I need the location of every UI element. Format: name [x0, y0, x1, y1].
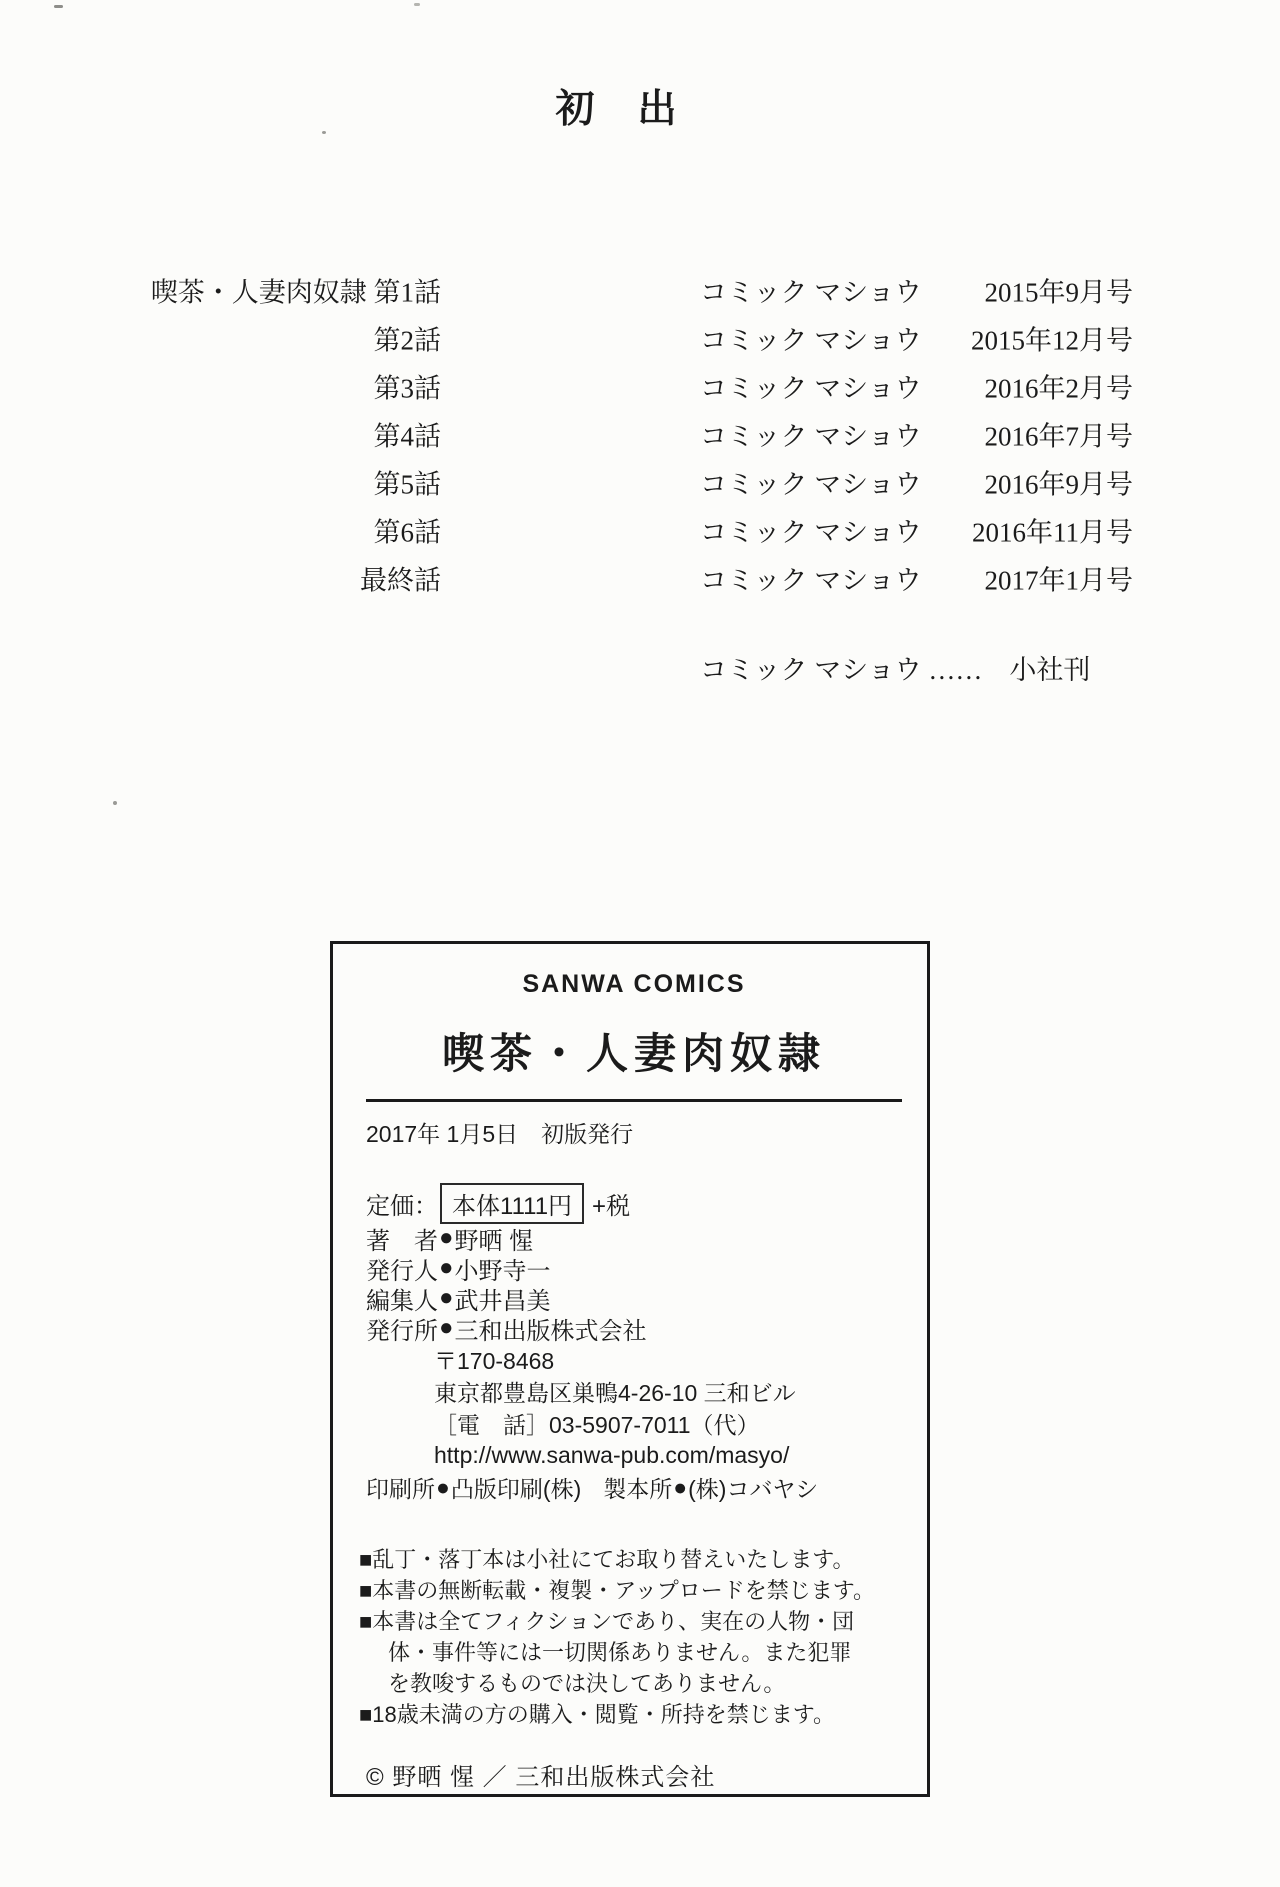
chapter-label: 喫茶・人妻肉奴隷 第1話	[150, 277, 441, 308]
bullet-icon: ●	[673, 1473, 688, 1500]
credit-role: 編集人	[366, 1287, 438, 1315]
scan-artifact	[113, 801, 117, 805]
notice-line: ■乱丁・落丁本は小社にてお取り替えいたします。	[359, 1547, 855, 1572]
credit-role: 発行人	[366, 1257, 438, 1285]
credit-name: 武井昌美	[454, 1287, 551, 1315]
scan-artifact	[414, 3, 420, 6]
issue-date: 2015年9月号	[984, 277, 1133, 308]
issue-date: 2016年9月号	[984, 469, 1133, 500]
publication-row	[88, 266, 1133, 314]
publication-row	[88, 554, 1133, 602]
credit-row-editor	[366, 1283, 902, 1313]
printer-role: 印刷所	[366, 1475, 435, 1502]
price-tax-suffix: +税	[592, 1192, 631, 1220]
issue-date: 2015年12月号	[971, 325, 1133, 356]
notice-line: ■本書の無断転載・複製・アップロードを禁じます。	[359, 1578, 875, 1603]
book-title: 喫茶・人妻肉奴隷	[441, 1032, 826, 1078]
publication-row	[88, 410, 1133, 458]
bullet-icon: ●	[439, 1284, 454, 1311]
magazine-name: コミック マショウ	[700, 277, 922, 308]
magazine-name: コミック マショウ	[700, 565, 922, 596]
notice-line: を教唆するものでは決してありません。	[388, 1671, 786, 1696]
scan-artifact	[322, 131, 326, 134]
publisher-address: 東京都豊島区巣鴨4-26-10 三和ビル	[434, 1379, 796, 1406]
credit-role: 発行所	[366, 1317, 438, 1345]
notice-line: ■18歳未満の方の購入・閲覧・所持を禁じます。	[359, 1702, 836, 1727]
magazine-name: コミック マショウ	[700, 517, 922, 548]
publication-row	[88, 314, 1133, 362]
binder-role: 製本所	[603, 1475, 673, 1502]
chapter-label: 第4話	[373, 421, 441, 452]
bullet-icon: ●	[436, 1473, 450, 1500]
chapter-label: 最終話	[360, 565, 441, 596]
edition-line: 2017年 1月5日 初版発行	[366, 1121, 634, 1147]
postal-code: 〒170-8468	[434, 1347, 555, 1374]
magazine-name: コミック マショウ	[700, 373, 922, 404]
binder-name: (株)コバヤシ	[688, 1475, 819, 1502]
page-title: 初 出	[555, 88, 679, 131]
issue-date: 2016年2月号	[984, 373, 1133, 404]
credit-row-publisher-person	[366, 1253, 902, 1283]
notice-line: ■本書は全てフィクションであり、実在の人物・団	[359, 1609, 855, 1634]
imprint-label: SANWA COMICS	[522, 970, 746, 998]
publisher-url: http://www.sanwa-pub.com/masyo/	[434, 1441, 790, 1468]
publication-row	[88, 506, 1133, 554]
legal-notices	[359, 1543, 902, 1729]
credit-role: 著 者	[366, 1227, 438, 1255]
issue-date: 2016年7月号	[984, 421, 1133, 452]
bullet-icon: ●	[439, 1314, 454, 1341]
credit-name: 三和出版株式会社	[454, 1317, 647, 1345]
magazine-name: コミック マショウ	[700, 469, 922, 500]
copyright-line: © 野晒 惺 ／ 三和出版株式会社	[366, 1764, 716, 1791]
magazine-source-note: コミック マショウ …… 小社刊	[700, 655, 1091, 685]
chapter-label: 第3話	[373, 373, 441, 404]
printer-name: 凸版印刷(株)	[450, 1475, 582, 1502]
credit-name: 小野寺一	[454, 1257, 551, 1285]
price-label: 定価：	[366, 1192, 438, 1220]
colophon-box	[330, 941, 930, 1797]
magazine-name: コミック マショウ	[700, 421, 922, 452]
credit-row-publishing-house	[366, 1313, 902, 1343]
chapter-label: 第6話	[373, 517, 441, 548]
phone-number: ［電 話］03-5907-7011（代）	[434, 1411, 760, 1438]
production-row	[366, 1471, 902, 1503]
publication-row	[88, 458, 1133, 506]
issue-date: 2016年11月号	[972, 517, 1133, 548]
price-row	[366, 1183, 902, 1223]
scan-artifact	[54, 5, 63, 8]
publication-row	[88, 362, 1133, 410]
issue-date: 2017年1月号	[984, 565, 1133, 596]
first-publication-list	[88, 266, 1133, 602]
chapter-label: 第5話	[373, 469, 441, 500]
magazine-name: コミック マショウ	[700, 325, 922, 356]
credit-name: 野晒 惺	[454, 1227, 534, 1255]
price-value: 本体1111円	[440, 1183, 584, 1224]
title-divider	[366, 1099, 902, 1102]
notice-line: 体・事件等には一切関係ありません。また犯罪	[388, 1640, 852, 1665]
chapter-label: 第2話	[373, 325, 441, 356]
bullet-icon: ●	[439, 1254, 454, 1281]
credit-row-author	[366, 1223, 902, 1253]
bullet-icon: ●	[439, 1224, 454, 1251]
